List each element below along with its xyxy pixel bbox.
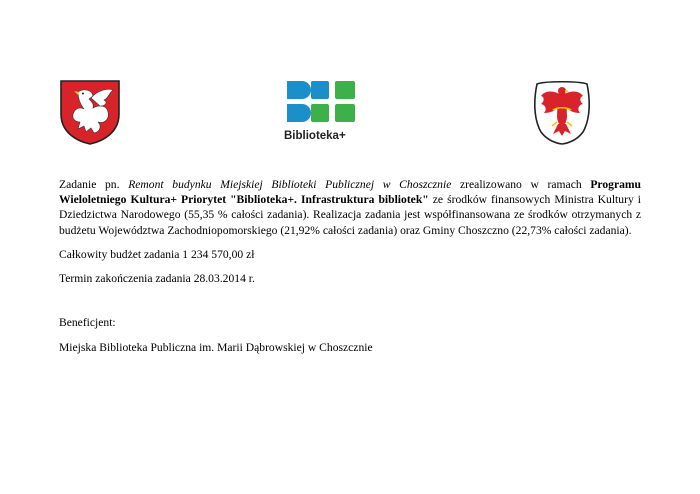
biblioteka-plus-logo xyxy=(284,80,360,148)
beneficiary-label: Beneficjent: xyxy=(59,316,116,330)
task-mid-text: zrealizowano w ramach xyxy=(451,178,591,191)
logo-text: Biblioteka+ xyxy=(284,130,346,142)
task-description xyxy=(59,177,641,238)
task-name: Remont budynku Miejskiej Biblioteki Publicznej w Choszcznie xyxy=(128,178,452,191)
completion-date: Termin zakończenia zadania 28.03.2014 r. xyxy=(59,272,255,286)
total-budget: Całkowity budżet zadania 1 234 570,00 zł xyxy=(59,247,255,261)
program-name: Programu Wieloletniego Kultura+ Priorytet "Biblioteka+. Infrastruktura bibliotek" xyxy=(59,178,641,207)
griffin-crest-icon xyxy=(58,78,122,146)
biblioteka-logo-icon xyxy=(284,80,360,126)
funding-details: ze środków finansowych Ministra Kultury i Dziedzictwa Narodowego (55,35 % całości zadania). Realizacja zadania jest współfinansowana ze środków otrzymanych z budżetu Województwa Zachodniopomorskiego (21,92% całości zadania) oraz Gminy Choszczno (22,73% całości zadania). xyxy=(59,193,641,237)
task-prefix: Zadanie pn. xyxy=(59,178,129,191)
eagle-crest-icon xyxy=(531,78,593,146)
beneficiary-name: Miejska Biblioteka Publiczna im. Marii Dąbrowskiej w Choszcznie xyxy=(59,341,373,355)
document-body xyxy=(59,177,641,356)
